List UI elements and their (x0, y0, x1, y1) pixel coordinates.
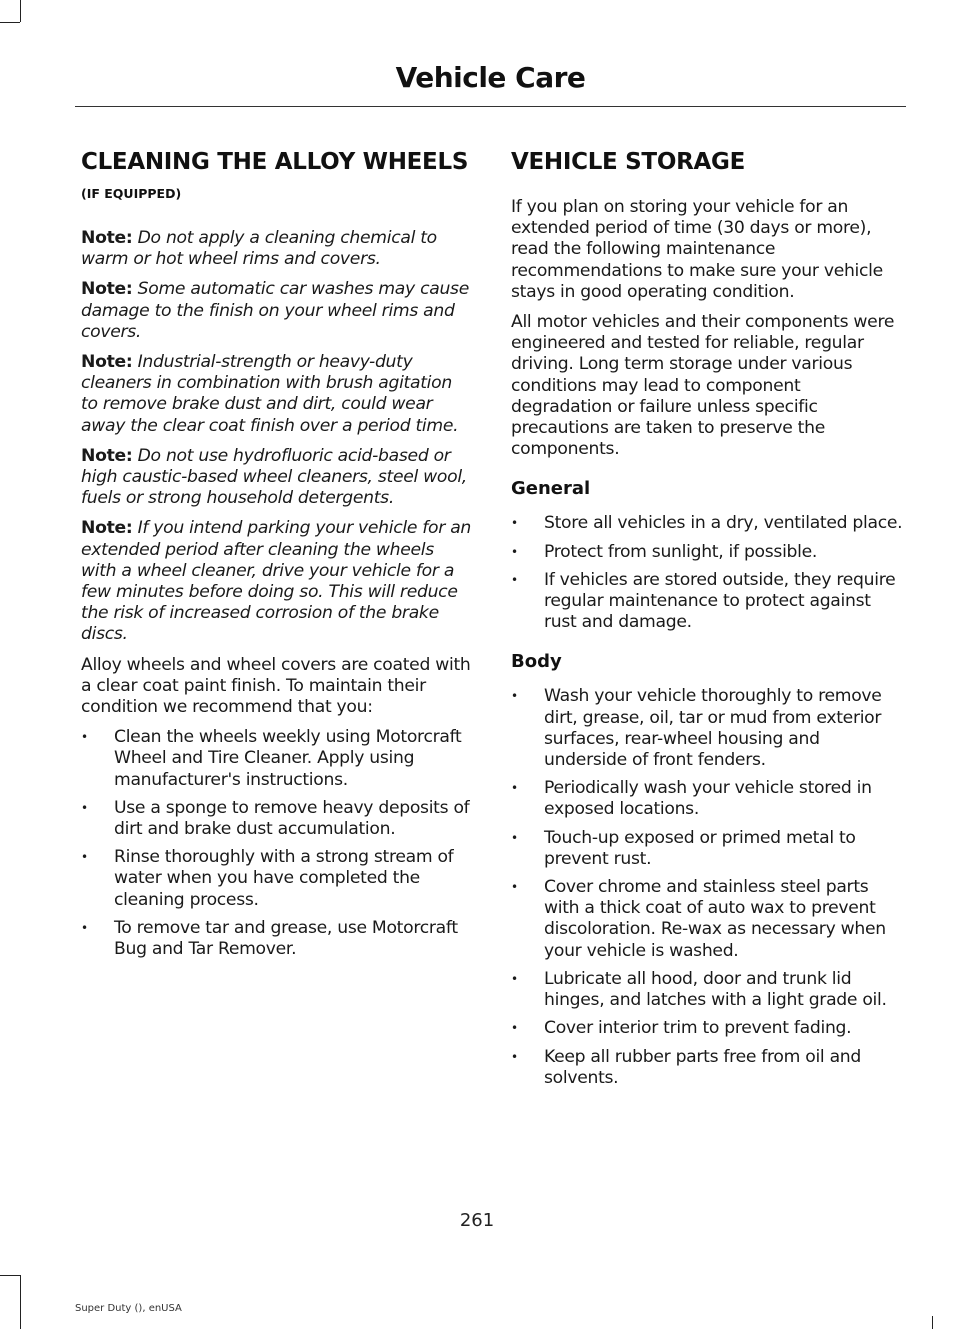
section-heading-qualifier: (IF EQUIPPED) (81, 186, 182, 201)
note-paragraph (81, 518, 473, 645)
list-item (511, 969, 903, 1011)
body-paragraph: If you plan on storing your vehicle for an extended period of time (30 days or more), read the following maintenance recommendations to make sure your vehicle stays in good operating condition. (511, 197, 883, 302)
list-item-text: Keep all rubber parts free from oil and solvents. (544, 1046, 862, 1088)
body-paragraph: All motor vehicles and their components were engineered and tested for reliable, regular driving. Long term storage under various conditions may lead to component degradation or failure unless specific precautions are taken to preserve the components. (511, 312, 895, 460)
list-item-text: Cover interior trim to prevent fading. (544, 1018, 852, 1039)
note-text: Some automatic car washes may cause damage to the finish on your wheel rims and covers. (81, 279, 469, 342)
bullet-icon: • (511, 544, 518, 559)
footer-text: Super Duty (), enUSA (75, 1303, 182, 1314)
list-item-text: Clean the wheels weekly using Motorcraft Wheel and Tire Cleaner. Apply using manufacturer's instructions. (114, 727, 462, 790)
page-title: Vehicle Care (395, 61, 586, 94)
cleaning-steps-list (81, 727, 473, 960)
list-item-text: Lubricate all hood, door and trunk lid hinges, and latches with a light grade oil. (544, 968, 887, 1011)
bullet-icon: • (511, 689, 518, 704)
crop-mark (0, 1275, 20, 1276)
list-item (81, 847, 473, 911)
note-label: Note: (81, 279, 133, 300)
bullet-icon: • (511, 572, 518, 587)
bullet-icon: • (511, 1049, 518, 1064)
list-item-text: Use a sponge to remove heavy deposits of dirt and brake dust accumulation. (114, 797, 470, 840)
list-item-text: If vehicles are stored outside, they require regular maintenance to protect against rust and damage. (544, 569, 896, 633)
list-item (511, 686, 903, 771)
note-label: Note: (81, 518, 133, 539)
body-heading: Body (511, 651, 562, 673)
crop-mark (20, 0, 21, 22)
bullet-icon: • (511, 830, 518, 845)
list-item (511, 778, 903, 820)
page-header (75, 58, 906, 107)
bullet-icon: • (511, 880, 518, 895)
vehicle-storage-section (511, 148, 903, 1099)
section-heading-main: CLEANING THE ALLOY WHEELS (81, 149, 469, 175)
list-item-text: Touch-up exposed or primed metal to prevent rust. (544, 827, 856, 869)
list-item-text: Wash your vehicle thoroughly to remove dirt, grease, oil, tar or mud from exterior surfaces, rear-wheel housing and underside of front fenders. (544, 686, 882, 771)
list-item (511, 513, 903, 534)
notes-list (81, 228, 473, 646)
list-item (511, 1018, 903, 1039)
list-item (511, 542, 903, 563)
list-item (511, 1047, 903, 1089)
list-item (81, 727, 473, 791)
general-list (511, 513, 903, 633)
crop-mark (0, 22, 20, 23)
bullet-icon: • (81, 850, 88, 865)
storage-paragraphs (511, 197, 903, 460)
note-label: Note: (81, 228, 133, 248)
note-paragraph (81, 279, 473, 343)
list-item (81, 798, 473, 840)
body-list (511, 686, 903, 1088)
bullet-icon: • (81, 920, 88, 935)
note-text: Do not apply a cleaning chemical to warm or hot wheel rims and covers. (81, 228, 437, 270)
note-label: Note: (81, 445, 133, 466)
page-number: 261 (459, 1210, 495, 1231)
list-item (511, 828, 903, 870)
note-paragraph (81, 446, 473, 510)
crop-mark (932, 1316, 933, 1329)
list-item (511, 570, 903, 634)
list-item (511, 877, 903, 962)
note-text: If you intend parking your vehicle for an extended period after cleaning the wheels with a wheel cleaner, drive your vehicle for a few minutes before doing so. This will reduce the risk of increased corrosion of the brake discs. (81, 518, 472, 645)
bullet-icon: • (511, 971, 518, 986)
crop-mark (20, 1316, 21, 1329)
bullet-icon: • (511, 1021, 518, 1036)
note-paragraph (81, 228, 473, 270)
note-text: Industrial-strength or heavy-duty cleaners in combination with brush agitation to remove brake dust and dirt, could wear away the clear coat finish over a period time. (81, 352, 459, 436)
general-heading: General (511, 478, 591, 500)
section-heading (81, 148, 473, 208)
bullet-icon: • (511, 781, 518, 796)
section-heading: VEHICLE STORAGE (511, 149, 745, 175)
bullet-icon: • (81, 730, 88, 745)
list-item-text: Cover chrome and stainless steel parts with a thick coat of auto wax to prevent discoloration. Re-wax as necessary when your vehicle is washed. (544, 877, 886, 961)
note-text: Do not use hydrofluoric acid-based or high caustic-based wheel cleaners, steel wool, fuels or strong household detergents. (81, 445, 467, 509)
list-item-text: Store all vehicles in a dry, ventilated place. (544, 513, 903, 534)
cleaning-alloy-wheels-section (81, 148, 473, 970)
note-paragraph (81, 352, 473, 437)
list-item-text: Periodically wash your vehicle stored in exposed locations. (544, 778, 872, 820)
list-item-text: To remove tar and grease, use Motorcraft Bug and Tar Remover. (114, 917, 458, 960)
bullet-icon: • (511, 516, 518, 531)
intro-paragraph: Alloy wheels and wheel covers are coated with a clear coat paint finish. To maintain their condition we recommend that you: (81, 654, 471, 718)
list-item-text: Protect from sunlight, if possible. (544, 541, 818, 562)
note-label: Note: (81, 352, 133, 373)
list-item (81, 918, 473, 960)
bullet-icon: • (81, 800, 88, 815)
list-item-text: Rinse thoroughly with a strong stream of water when you have completed the cleaning process. (114, 847, 454, 910)
